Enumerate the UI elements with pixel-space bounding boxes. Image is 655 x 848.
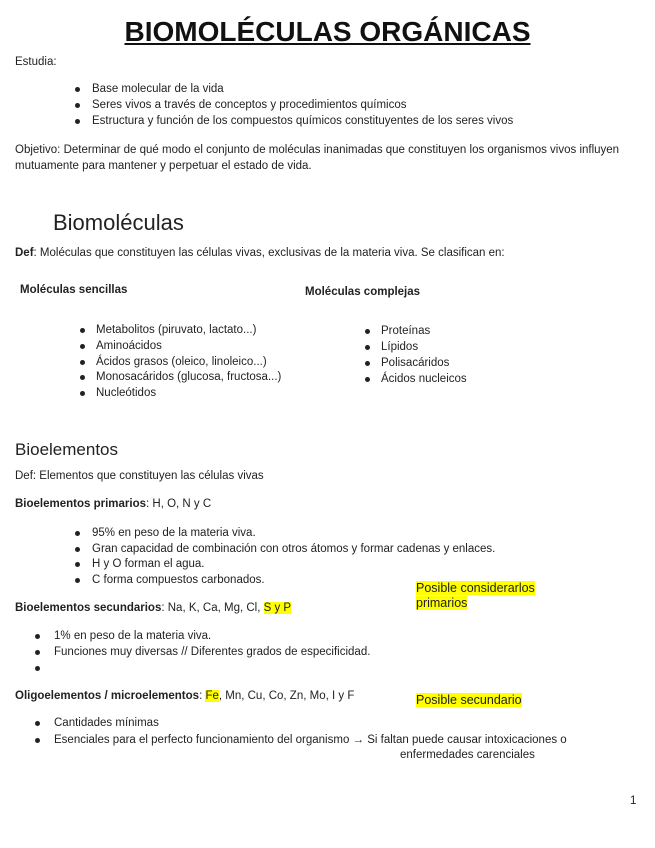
bullet-icon bbox=[80, 375, 85, 380]
list-item: Gran capacidad de combinación con otros átomos y formar cadenas y enlaces. bbox=[92, 543, 496, 555]
bullet-icon bbox=[75, 531, 80, 536]
bullet-icon bbox=[365, 329, 370, 334]
list-item: Aminoácidos bbox=[96, 340, 162, 352]
bullet-icon bbox=[365, 361, 370, 366]
note-line: Posible secundario bbox=[416, 693, 522, 707]
list-item: Ácidos grasos (oleico, linoleico...) bbox=[96, 356, 267, 368]
bullet-icon bbox=[80, 344, 85, 349]
list-item: Nucleótidos bbox=[96, 387, 157, 399]
list-item: 95% en peso de la materia viva. bbox=[92, 527, 256, 539]
objetivo-line: mutuamente para mantener y perpetuar el estado de vida. bbox=[15, 160, 312, 172]
bullet-icon bbox=[75, 547, 80, 552]
bullet-icon bbox=[35, 650, 40, 655]
list-item: Funciones muy diversas // Diferentes grados de especificidad. bbox=[54, 646, 371, 658]
note-line: Posible considerarlos bbox=[416, 581, 535, 595]
bullet-icon bbox=[365, 345, 370, 350]
oligo-line bbox=[15, 688, 354, 704]
bullet-icon bbox=[35, 738, 40, 743]
bullet-icon bbox=[80, 328, 85, 333]
bullet-icon bbox=[75, 562, 80, 567]
primarios-line bbox=[15, 496, 211, 512]
bullet-icon bbox=[80, 360, 85, 365]
list-item: Proteínas bbox=[381, 325, 431, 337]
list-item: Ácidos nucleicos bbox=[381, 373, 467, 385]
secundarios-label: Bioelementos secundarios bbox=[15, 602, 162, 614]
highlight-note bbox=[416, 581, 535, 611]
bullet-icon bbox=[75, 578, 80, 583]
bullet-icon bbox=[35, 634, 40, 639]
secundarios-text: : Na, K, Ca, Mg, Cl, bbox=[161, 602, 264, 614]
bullet-icon bbox=[80, 391, 85, 396]
list-item: Seres vivos a través de conceptos y procedimientos químicos bbox=[92, 99, 407, 111]
list-item: Monosacáridos (glucosa, fructosa...) bbox=[96, 371, 282, 383]
bullet-icon bbox=[75, 103, 80, 108]
primarios-label: Bioelementos primarios bbox=[15, 498, 147, 510]
list-item: Esenciales para el perfecto funcionamiento del organismo → Si faltan puede causar intoxicaciones o bbox=[54, 734, 567, 746]
list-item: Cantidades mínimas bbox=[54, 717, 159, 729]
estudia-label: Estudia: bbox=[15, 56, 57, 68]
list-item: 1% en peso de la materia viva. bbox=[54, 630, 212, 642]
primarios-text: : H, O, N y C bbox=[146, 498, 212, 510]
list-item: Base molecular de la vida bbox=[92, 83, 224, 95]
list-item: H y O forman el agua. bbox=[92, 558, 205, 570]
bullet-icon bbox=[75, 87, 80, 92]
highlighted-text: S y P bbox=[263, 602, 292, 614]
highlight-note bbox=[416, 692, 522, 708]
highlighted-text: Fe bbox=[205, 690, 219, 702]
list-item: Lípidos bbox=[381, 341, 419, 353]
section-heading-bioelementos: Bioelementos bbox=[15, 440, 119, 459]
biomoleculas-definition bbox=[15, 245, 505, 261]
section-heading-biomoleculas: Biomoléculas bbox=[53, 210, 184, 235]
bullet-icon bbox=[75, 119, 80, 124]
document-title: BIOMOLÉCULAS ORGÁNICAS bbox=[124, 16, 531, 47]
separator: : bbox=[199, 690, 206, 702]
list-item: Polisacáridos bbox=[381, 357, 450, 369]
note-line: primarios bbox=[416, 596, 468, 610]
list-item: C forma compuestos carbonados. bbox=[92, 574, 265, 586]
complex-molecules-heading: Moléculas complejas bbox=[305, 286, 421, 298]
oligo-text: , Mn, Cu, Co, Zn, Mo, I y F bbox=[218, 690, 355, 702]
bullet-icon bbox=[365, 377, 370, 382]
list-item-continuation: enfermedades carenciales bbox=[400, 749, 535, 761]
bullet-icon bbox=[35, 666, 40, 671]
def-text: : Moléculas que constituyen las células vivas, exclusivas de la materia viva. Se clasifican en: bbox=[33, 247, 505, 259]
def-label: Def bbox=[15, 247, 34, 259]
bioelementos-definition: Def: Elementos que constituyen las células vivas bbox=[15, 470, 264, 482]
secundarios-line bbox=[15, 600, 291, 616]
objetivo-line: Objetivo: Determinar de qué modo el conjunto de moléculas inanimadas que constituyen los organismos vivos influyen bbox=[15, 144, 620, 156]
list-item: Estructura y función de los compuestos químicos constituyentes de los seres vivos bbox=[92, 115, 514, 127]
list-item: Metabolitos (piruvato, lactato...) bbox=[96, 324, 257, 336]
page-number: 1 bbox=[630, 795, 637, 807]
oligo-label: Oligoelementos / microelementos bbox=[15, 690, 200, 702]
bullet-icon bbox=[35, 721, 40, 726]
simple-molecules-heading: Moléculas sencillas bbox=[20, 284, 128, 296]
